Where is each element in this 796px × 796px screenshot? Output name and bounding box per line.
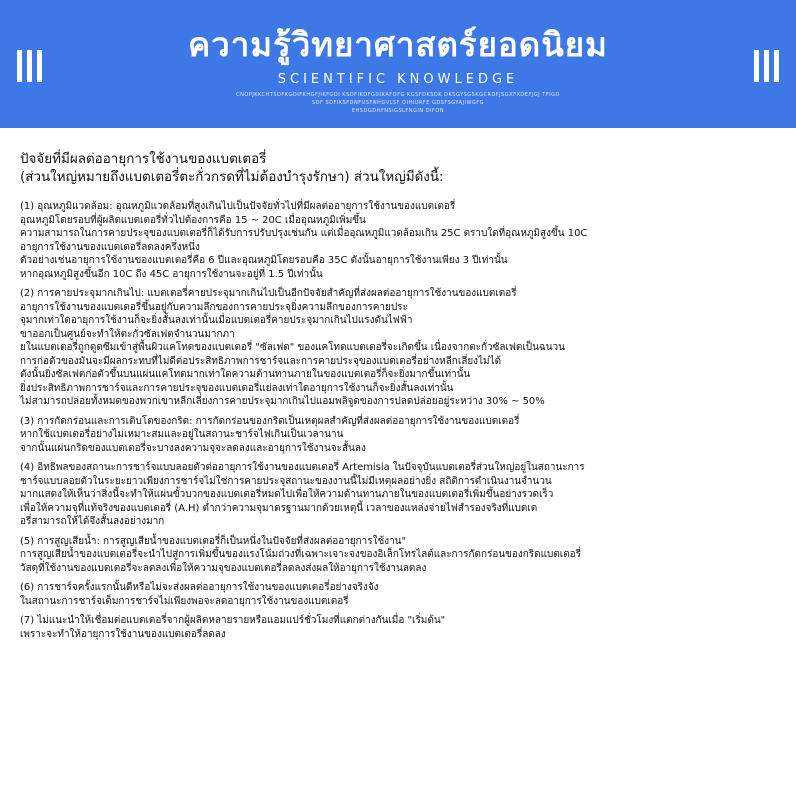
banner-fine-print: EHSDGDHFNSIGSLFNGIN DIFON <box>351 108 445 114</box>
paragraph-line: ในสถานะการชาร์จเต็มการชาร์จไม่เพียงพอจะลดอายุการใช้งานของแบตเตอรี่ <box>20 595 349 607</box>
paragraph-line: เพื่อให้ความจุที่แท้จริงของแบตเตอรี่ (A.H) ต่ำกว่าความจุมาตรฐานมากด้วยเหตุนี้ เวลาของแหล่งจ่ายไฟสำรองจริงที่แบตเต <box>20 502 538 514</box>
paragraph-line: (6) การชาร์จครั้งแรกนั้นดีหรือไม่จะส่งผลต่ออายุการใช้งานของแบตเตอรี่อย่างจริงจัง <box>20 582 379 593</box>
header-banner <box>0 0 796 128</box>
paragraph <box>20 614 780 641</box>
paragraph-line: ความสามารถในการคายประจุของแบตเตอรี่ก็ได้รับการปรับปรุงเช่นกัน แต่เมื่ออุณหภูมิแวดล้อมเกิน 25C ตราบใดที่อุณหภูมิสูงขึ้น 10C <box>20 228 588 239</box>
paragraph-line: เพราะจะทำให้อายุการใช้งานของแบตเตอรี่ลดลง <box>20 628 226 640</box>
article-heading <box>20 150 780 186</box>
paragraph-line: หากอุณหภูมิสูงขึ้นอีก 10C ถึง 45C อายุการใช้งานจะอยู่ที่ 1.5 ปีเท่านั้น <box>20 268 323 280</box>
paragraph-line: จุมากเท่าใดอายุการใช้งานก็จะยิ่งสั้นลงเท่านั้นเมื่อแบตเตอรี่คายประจุมากเกินไปแรงดันไฟฟ้า <box>20 315 413 326</box>
paragraph-line: ดังนั้นยิ่งซัลเฟตก่อตัวขึ้นบนแผ่นแคโทดมากเท่าใดความต้านทานภายในของแบตเตอรี่ก็จะยิ่งมากขึ้นเท่านั้น <box>20 369 471 380</box>
article-body <box>20 150 780 647</box>
paragraph-line: มากแสดงให้เห็นว่าสิ่งนี้จะทำให้แผ่นขั้วบวกของแบตเตอรี่หมดไปเพื่อให้ความต้านทานภายในของแบตเตอรี่เพิ่มขึ้นอย่างรวดเร็ว <box>20 489 554 500</box>
paragraph-line: ตัวอย่างเช่นอายุการใช้งานของแบตเตอรี่คือ 6 ปีและอุณหภูมิโดยรอบคือ 35C ดังนั้นอายุการใช้งานเพียง 3 ปีเท่านั้น <box>20 255 508 266</box>
paragraph-line: วัสดุที่ใช้งานของแบตเตอรี่จะลดลงเพื่อให้ความจุของแบตเตอรี่ลดลงส่งผลให้อายุการใช้งานลดลง <box>20 562 427 574</box>
paragraph-line: อายุการใช้งานของแบตเตอรี่ลดลงครึ่งหนึ่ง <box>20 241 200 253</box>
paragraph-line: (2) การคายประจุมากเกินไป: แบตเตอรี่คายประจุมากเกินไปเป็นอีกปัจจัยสำคัญที่ส่งผลต่ออายุการใช้งานของแบตเตอรี่ <box>20 288 517 299</box>
paragraph-line: อรี่สามารถให้ได้จึงสั้นลงอย่างมาก <box>20 516 165 527</box>
paragraph-line: จากนั้นแผ่นกริดของแบตเตอรี่จะบางลงความจุจะลดลงและอายุการใช้งานจะสั้นลง <box>20 442 366 454</box>
paragraph-line: การสูญเสียน้ำของแบตเตอรี่จะนำไปสู่การเพิ่มขึ้นของแรงโน้มถ่วงที่เฉพาะเจาะจงของอิเล็กโทรไลต์และการกัดกร่อนของกริดแบตเตอรี่ <box>20 549 581 560</box>
banner-fine-print: SDF SDFIKSFDNFUSFNHGVLSF OIHIURFE GDSFSGYAJIWGFG <box>311 100 485 106</box>
paragraph-line: ไม่สามารถปล่อยทั้งหมดของพวกเขาหลีกเลี่ยงการคายประจุมากเกินไปแอมพลิจูดของการปลดปล่อยอยู่ระหว่าง 30% ~ 50% <box>20 396 545 407</box>
paragraph <box>20 415 780 456</box>
banner-title: ความรู้วิทยาศาสตร์ยอดนิยม <box>188 25 608 64</box>
paragraph-line: ชาร์จแบบลอยตัวในระยะยาวเพียงการชาร์จไม่ใช่การคายประจุสถานะของงานนี้ไม่มีเหตุผลอย่างยิ่ง สถิติการดำเนินงานจำนวน <box>20 475 552 487</box>
paragraph-line: อายุการใช้งานของแบตเตอรี่ขึ้นอยู่กับความลึกของการคายประจุยิ่งความลึกของการคายประ <box>20 301 408 313</box>
paragraph-line: ขาออกเป็นศูนย์จะทำให้ตะกั่วซัลเฟตจำนวนมากภา <box>20 328 235 340</box>
paragraph-line: ยิ่งประสิทธิภาพการชาร์จและการคายประจุของแบตเตอรี่แย่ลงเท่าใดอายุการใช้งานก็จะยิ่งสั้นลงเท่านั้น <box>20 382 454 394</box>
paragraph <box>20 581 780 608</box>
paragraph-line: (7) ไม่แนะนำให้เชื่อมต่อแบตเตอรี่จากผู้ผลิตหลายรายหรือแอมแปร์ชั่วโมงที่แตกต่างกันเมื่อ "เริ่มต้น" <box>20 615 446 626</box>
paragraph-line: (4) อิทธิพลของสถานะการชาร์จแบบลอยตัวต่ออายุการใช้งานของแบตเตอรี่ Artemisia ในปัจจุบันแบตเตอรี่ส่วนใหญ่อยู่ในสถานะการ <box>20 462 585 473</box>
paragraph-line: (1) อุณหภูมิแวดล้อม: อุณหภูมิแวดล้อมที่สูงเกินไปเป็นปัจจัยทั่วไปที่มีผลต่ออายุการใช้งานของแบตเตอรี่ <box>20 201 456 212</box>
paragraph-line: อุณหภูมิโดยรอบที่ผู้ผลิตแบตเตอรี่ทั่วไปต้องการคือ 15 ~ 20C เมื่ออุณหภูมิเพิ่มขึ้น <box>20 214 366 226</box>
paragraph-line: การก่อตัวของมันจะมีผลกระทบที่ไม่ดีต่อประสิทธิภาพการชาร์จและการคายประจุของแบตเตอรี่อย่างหลีกเลี่ยงไม่ได้ <box>20 355 502 367</box>
paragraph-line: หากใช้แบตเตอรี่อย่างไม่เหมาะสมและอยู่ในสถานะชาร์จไฟเกินเป็นเวลานาน <box>20 429 344 440</box>
banner-fine-print: CNOPJKKCHTSDFKGDIFKHGFJIKFGDI KSDFIKDFGDIKAFOFG KGSFDKSDK DKSGYSGSKGCRDFJSGXFXDEFJGJ TFIGD <box>236 92 560 98</box>
heading-line: ปัจจัยที่มีผลต่ออายุการใช้งานของแบตเตอรี่ <box>20 151 267 167</box>
banner-subtitle: SCIENTIFIC KNOWLEDGE <box>277 72 519 87</box>
paragraph-line: (5) การสูญเสียน้ำ: การสูญเสียน้ำของแบตเตอรี่ก็เป็นหนึ่งในปัจจัยที่ส่งผลต่ออายุการใช้งาน" <box>20 535 407 547</box>
paragraph <box>20 535 780 576</box>
paragraph <box>20 287 780 409</box>
heading-line: (ส่วนใหญ่หมายถึงแบตเตอรี่ตะกั่วกรดที่ไม่ต้องบำรุงรักษา) ส่วนใหญ่มีดังนี้: <box>20 169 444 185</box>
paragraph <box>20 461 780 529</box>
paragraph-line: (3) การกัดกร่อนและการเติบโตของกริด: การกัดกร่อนของกริดเป็นเหตุผลสำคัญที่ส่งผลต่ออายุการใช้งานของแบตเตอรี่ <box>20 415 520 427</box>
paragraph-list <box>20 200 780 641</box>
paragraph-line: ยในแบตเตอรี่ถูกดูดซึมเข้าสู่พื้นผิวแคโทดของแบตเตอรี่ "ซัลเฟต" ของแคโทดแบตเตอรี่จะเกิดขึ้น เนื่องจากตะกั่วซัลเฟตเป็นฉนวน <box>20 342 565 353</box>
paragraph <box>20 200 780 281</box>
